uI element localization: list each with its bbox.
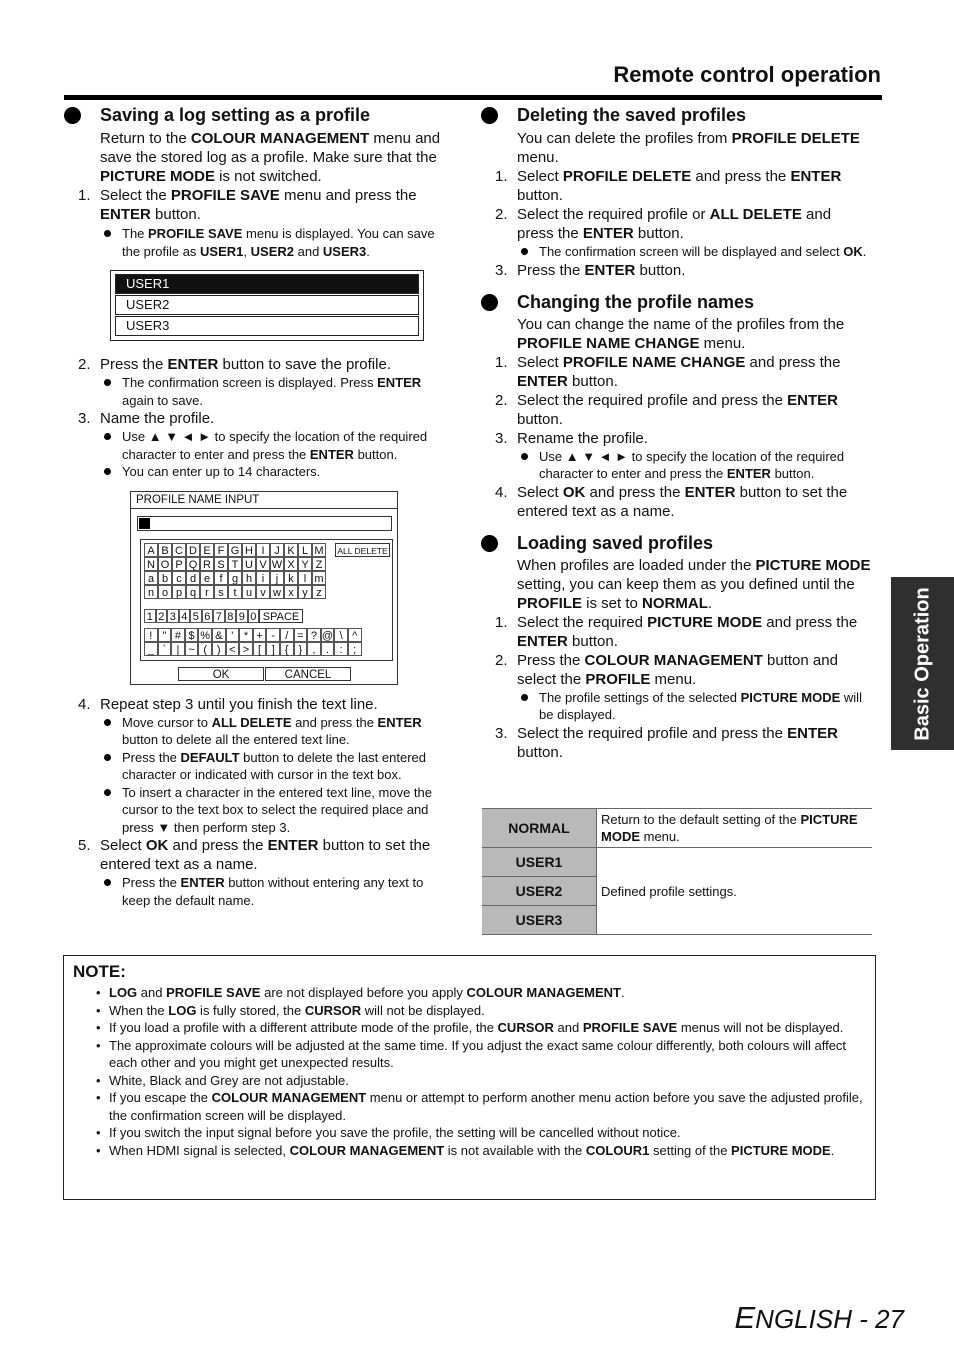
saving-step-4-note-3: To insert a character in the entered text line, move the cursor to the text box to select the required place and press ▼ then perform step 3. [64,784,454,837]
character-key[interactable]: F [214,543,228,557]
symbol-key[interactable]: , [307,642,321,656]
deleting-step-1: 1. Select PROFILE DELETE and press the ENTER button. [495,168,842,204]
saving-step-5: 5. Select OK and press the ENTER button to set the entered text as a name. [78,837,431,873]
section-heading-saving: Saving a log setting as a profile [64,103,454,127]
digit-key[interactable]: 7 [213,609,225,623]
bullet-icon [481,535,498,552]
profile-save-item-user2[interactable]: USER2 [115,295,419,315]
character-key[interactable]: V [256,557,270,571]
letter-keys [144,543,326,599]
symbol-key[interactable]: @ [321,629,334,642]
section-heading-deleting: Deleting the saved profiles [481,103,871,127]
digit-key[interactable]: 3 [167,609,179,623]
changing-step-3-note: Use ▲ ▼ ◄ ► to specify the location of the required character to enter and press the ENTER button. [481,448,871,483]
symbol-key[interactable]: ; [348,642,362,656]
ok-button[interactable]: OK [178,667,264,681]
symbol-key[interactable]: + [253,628,267,642]
character-key[interactable]: T [228,557,242,571]
left-column [64,103,454,909]
symbol-key[interactable]: ( [198,642,212,656]
digit-key[interactable]: 1 [144,609,156,623]
profile-name-input-dialog [130,491,398,685]
deleting-step-2-note: The confirmation screen will be displayed and select OK. [481,243,871,261]
loading-step-2: 2. Press the COLOUR MANAGEMENT button and select the PROFILE menu. [495,651,838,688]
digit-key[interactable]: 9 [236,609,248,623]
saving-step-2: 2. Press the ENTER button to save the profile. [78,356,391,373]
character-key[interactable]: i [256,571,270,585]
character-key[interactable]: O [158,557,172,571]
loading-step-3: 3. Select the required profile and press the ENTER button. [495,724,839,761]
note-item: • White, Black and Grey are not adjustable. [109,1072,869,1090]
symbol-key[interactable]: ? [307,628,321,642]
bullet-icon [104,754,111,761]
note-item: • If you load a profile with a different attribute mode of the profile, the CURSOR and PROFILE SAVE menus will not be displayed. [109,1019,869,1037]
character-key[interactable]: M [312,543,326,557]
saving-intro: Return to the COLOUR MANAGEMENT menu and save the stored log as a profile. Make sure that the PICTURE MODE is not switched. [100,130,441,185]
character-key[interactable]: C [172,543,186,557]
symbol-key[interactable]: [ [253,642,267,656]
digit-key[interactable]: 2 [156,609,168,623]
symbol-key[interactable]: ~ [185,642,199,656]
saving-step-4-note-2: Press the DEFAULT button to delete the last entered character or indicated with cursor in the text box. [64,749,454,784]
table-key-user1: USER1 [482,848,597,877]
character-key[interactable]: d [186,571,200,585]
character-key[interactable]: H [242,543,256,557]
saving-step-3: 3. Name the profile. [78,410,215,427]
table-value-normal: Return to the default setting of the PICTURE MODE menu. [597,809,873,848]
character-keyboard [140,539,393,661]
character-key[interactable]: l [298,571,312,585]
loading-step-1: 1. Select the required PICTURE MODE and press the ENTER button. [495,613,858,650]
table-key-user2: USER2 [482,877,597,906]
character-key[interactable]: A [144,543,158,557]
note-item: • If you switch the input signal before you save the profile, the setting will be cancelled without notice. [109,1124,869,1142]
symbol-key[interactable]: ! [144,628,158,642]
character-key[interactable]: Z [312,557,326,571]
note-item: • LOG and PROFILE SAVE are not displayed before you apply COLOUR MANAGEMENT. [109,984,869,1002]
character-key[interactable]: J [270,543,284,557]
symbol-keys-row-2 [144,642,362,656]
dialog-title: PROFILE NAME INPUT [131,492,397,509]
character-key[interactable]: p [172,585,186,599]
note-list [109,984,869,1159]
bullet-icon [521,694,528,701]
note-item: • If you escape the COLOUR MANAGEMENT menu or attempt to perform another menu action before you save the adjusted profile, the confirmation screen will be displayed. [109,1089,869,1124]
saving-step-4-note-1: Move cursor to ALL DELETE and press the ENTER button to delete all the entered text line. [64,714,454,749]
character-key[interactable]: b [158,571,172,585]
saving-step-2-note: The confirmation screen is displayed. Press ENTER again to save. [64,374,454,409]
symbol-key[interactable]: _ [144,642,158,656]
symbol-key[interactable]: " [158,628,172,642]
changing-step-2: 2. Select the required profile and press the ENTER button. [495,391,839,428]
character-key[interactable]: y [298,585,312,599]
bullet-icon [481,294,498,311]
saving-step-1-note: The PROFILE SAVE menu is displayed. You can save the profile as USER1, USER2 and USER3. [64,225,454,260]
character-key[interactable]: h [242,571,256,585]
changing-step-3: 3. Rename the profile. [495,429,648,447]
digit-key[interactable]: 8 [225,609,237,623]
symbol-keys-row-1 [144,628,362,642]
character-key[interactable]: a [144,571,158,585]
character-key[interactable]: D [186,543,200,557]
symbol-key[interactable]: # [171,628,185,642]
symbol-key[interactable]: ` [158,642,172,656]
deleting-step-2: 2. Select the required profile or ALL DELETE and press the ENTER button. [495,206,832,242]
character-key[interactable]: c [172,571,186,585]
bullet-icon [104,719,111,726]
character-key[interactable]: K [284,543,298,557]
symbol-key[interactable]: > [239,642,253,656]
character-key[interactable]: v [256,585,270,599]
section-heading-loading: Loading saved profiles [481,531,871,555]
digit-keys [144,609,259,623]
text-cursor [139,518,150,529]
symbol-key[interactable]: . [321,642,335,656]
bullet-icon [521,453,528,460]
table-row [482,809,872,848]
symbol-key[interactable]: * [239,628,253,642]
side-tab: Basic Operation [891,577,954,750]
all-delete-button[interactable]: ALL DELETE [335,543,390,557]
name-text-field[interactable] [137,516,392,531]
character-key[interactable]: W [271,558,283,571]
section-heading-changing: Changing the profile names [481,290,871,314]
character-key[interactable]: q [186,585,200,599]
symbol-key[interactable]: ^ [348,628,362,642]
character-key[interactable]: P [172,557,186,571]
bullet-icon [104,789,111,796]
character-key[interactable]: U [242,557,256,571]
bullet-icon [104,230,111,237]
character-key[interactable]: z [312,585,326,599]
character-key[interactable]: s [214,585,228,599]
digit-key[interactable]: 4 [179,609,191,623]
page-header-title: Remote control operation [613,62,881,87]
character-key[interactable]: j [270,571,284,585]
symbol-key[interactable]: - [266,628,280,642]
character-key[interactable]: X [284,557,298,571]
note-item: • When HDMI signal is selected, COLOUR MANAGEMENT is not available with the COLOUR1 setting of the PICTURE MODE. [109,1142,869,1160]
saving-step-4: 4. Repeat step 3 until you finish the text line. [78,695,378,713]
bullet-icon [521,248,528,255]
bullet-icon [104,468,111,475]
symbol-key[interactable]: ' [226,628,240,642]
space-key[interactable]: SPACE [259,609,303,623]
saving-step-3-note-1: Use ▲ ▼ ◄ ► to specify the location of the required character to enter and press the ENTER button. [64,428,454,463]
bullet-icon [481,107,498,124]
deleting-step-3: 3. Press the ENTER button. [495,261,686,279]
bullet-icon [104,879,111,886]
character-key[interactable]: S [214,557,228,571]
cancel-button[interactable]: CANCEL [265,667,351,681]
character-key[interactable]: R [200,557,214,571]
symbol-key[interactable]: / [280,628,294,642]
note-box [63,955,876,1200]
changing-step-4: 4. Select OK and press the ENTER button to set the entered text as a name. [495,483,848,520]
symbol-key[interactable]: : [334,642,348,656]
deleting-intro: You can delete the profiles from PROFILE DELETE menu. [517,130,860,166]
table-value-user: Defined profile settings. [597,848,873,935]
saving-step-1: 1. Select the PROFILE SAVE menu and press the ENTER button. [78,187,417,223]
symbol-key[interactable]: < [226,642,240,656]
page-footer: ENGLISH - 27 [734,1300,904,1335]
bullet-icon [104,433,111,440]
table-key-normal: NORMAL [482,809,597,848]
note-item: • When the LOG is fully stored, the CURSOR will not be displayed. [109,1002,869,1020]
character-key[interactable]: m [312,571,326,585]
character-key[interactable]: w [270,585,284,599]
symbol-key[interactable]: \ [334,628,348,642]
note-item: • The approximate colours will be adjusted at the same time. If you adjust the exact same colour differently, both colours will affect each other and you might get unexpected results. [109,1037,869,1072]
symbol-key[interactable]: | [171,642,185,656]
digit-key[interactable]: 6 [202,609,214,623]
loading-intro: When profiles are loaded under the PICTURE MODE setting, you can keep them as you defined until the PROFILE is set to NORMAL. [517,556,871,612]
character-key[interactable]: Y [298,557,312,571]
table-row [482,848,872,877]
symbol-key[interactable]: ) [212,642,226,656]
character-key[interactable]: I [256,543,270,557]
saving-step-3-note-2: You can enter up to 14 characters. [64,463,454,481]
character-key[interactable]: f [214,571,228,585]
character-key[interactable]: N [144,557,158,571]
digit-key[interactable]: 5 [190,609,202,623]
header-rule [64,95,882,100]
character-key[interactable]: E [200,543,214,557]
character-key[interactable]: r [200,585,214,599]
character-key[interactable]: Q [186,557,200,571]
profile-save-item-user1[interactable]: USER1 [115,274,419,294]
profile-save-menu [110,270,424,341]
symbol-key[interactable]: { [280,642,294,656]
character-key[interactable]: k [284,571,298,585]
character-key[interactable]: G [228,543,242,557]
note-title: NOTE: [73,962,126,981]
digit-key[interactable]: 0 [248,609,260,623]
character-key[interactable]: n [144,585,158,599]
character-key[interactable]: B [158,543,172,557]
symbol-key[interactable]: % [200,629,211,642]
symbol-key[interactable]: = [294,628,308,642]
profile-save-item-user3[interactable]: USER3 [115,316,419,336]
bullet-icon [104,379,111,386]
loading-step-2-note: The profile settings of the selected PICTURE MODE will be displayed. [481,689,871,724]
profile-table [482,808,872,935]
character-key[interactable]: L [298,543,312,557]
right-column [481,103,871,762]
character-key[interactable]: g [228,571,242,585]
character-key[interactable]: o [158,585,172,599]
character-key[interactable]: x [284,585,298,599]
changing-intro: You can change the name of the profiles from the PROFILE NAME CHANGE menu. [517,315,845,352]
character-key[interactable]: e [200,571,214,585]
symbol-key[interactable]: $ [185,628,199,642]
character-key[interactable]: u [242,585,256,599]
bullet-icon [64,107,81,124]
changing-step-1: 1. Select PROFILE NAME CHANGE and press the ENTER button. [495,353,841,390]
symbol-key[interactable]: & [212,628,226,642]
character-key[interactable]: t [228,585,242,599]
symbol-key[interactable]: ] [266,642,280,656]
table-key-user3: USER3 [482,906,597,935]
symbol-key[interactable]: } [294,642,308,656]
saving-step-5-note: Press the ENTER button without entering any text to keep the default name. [64,874,454,909]
